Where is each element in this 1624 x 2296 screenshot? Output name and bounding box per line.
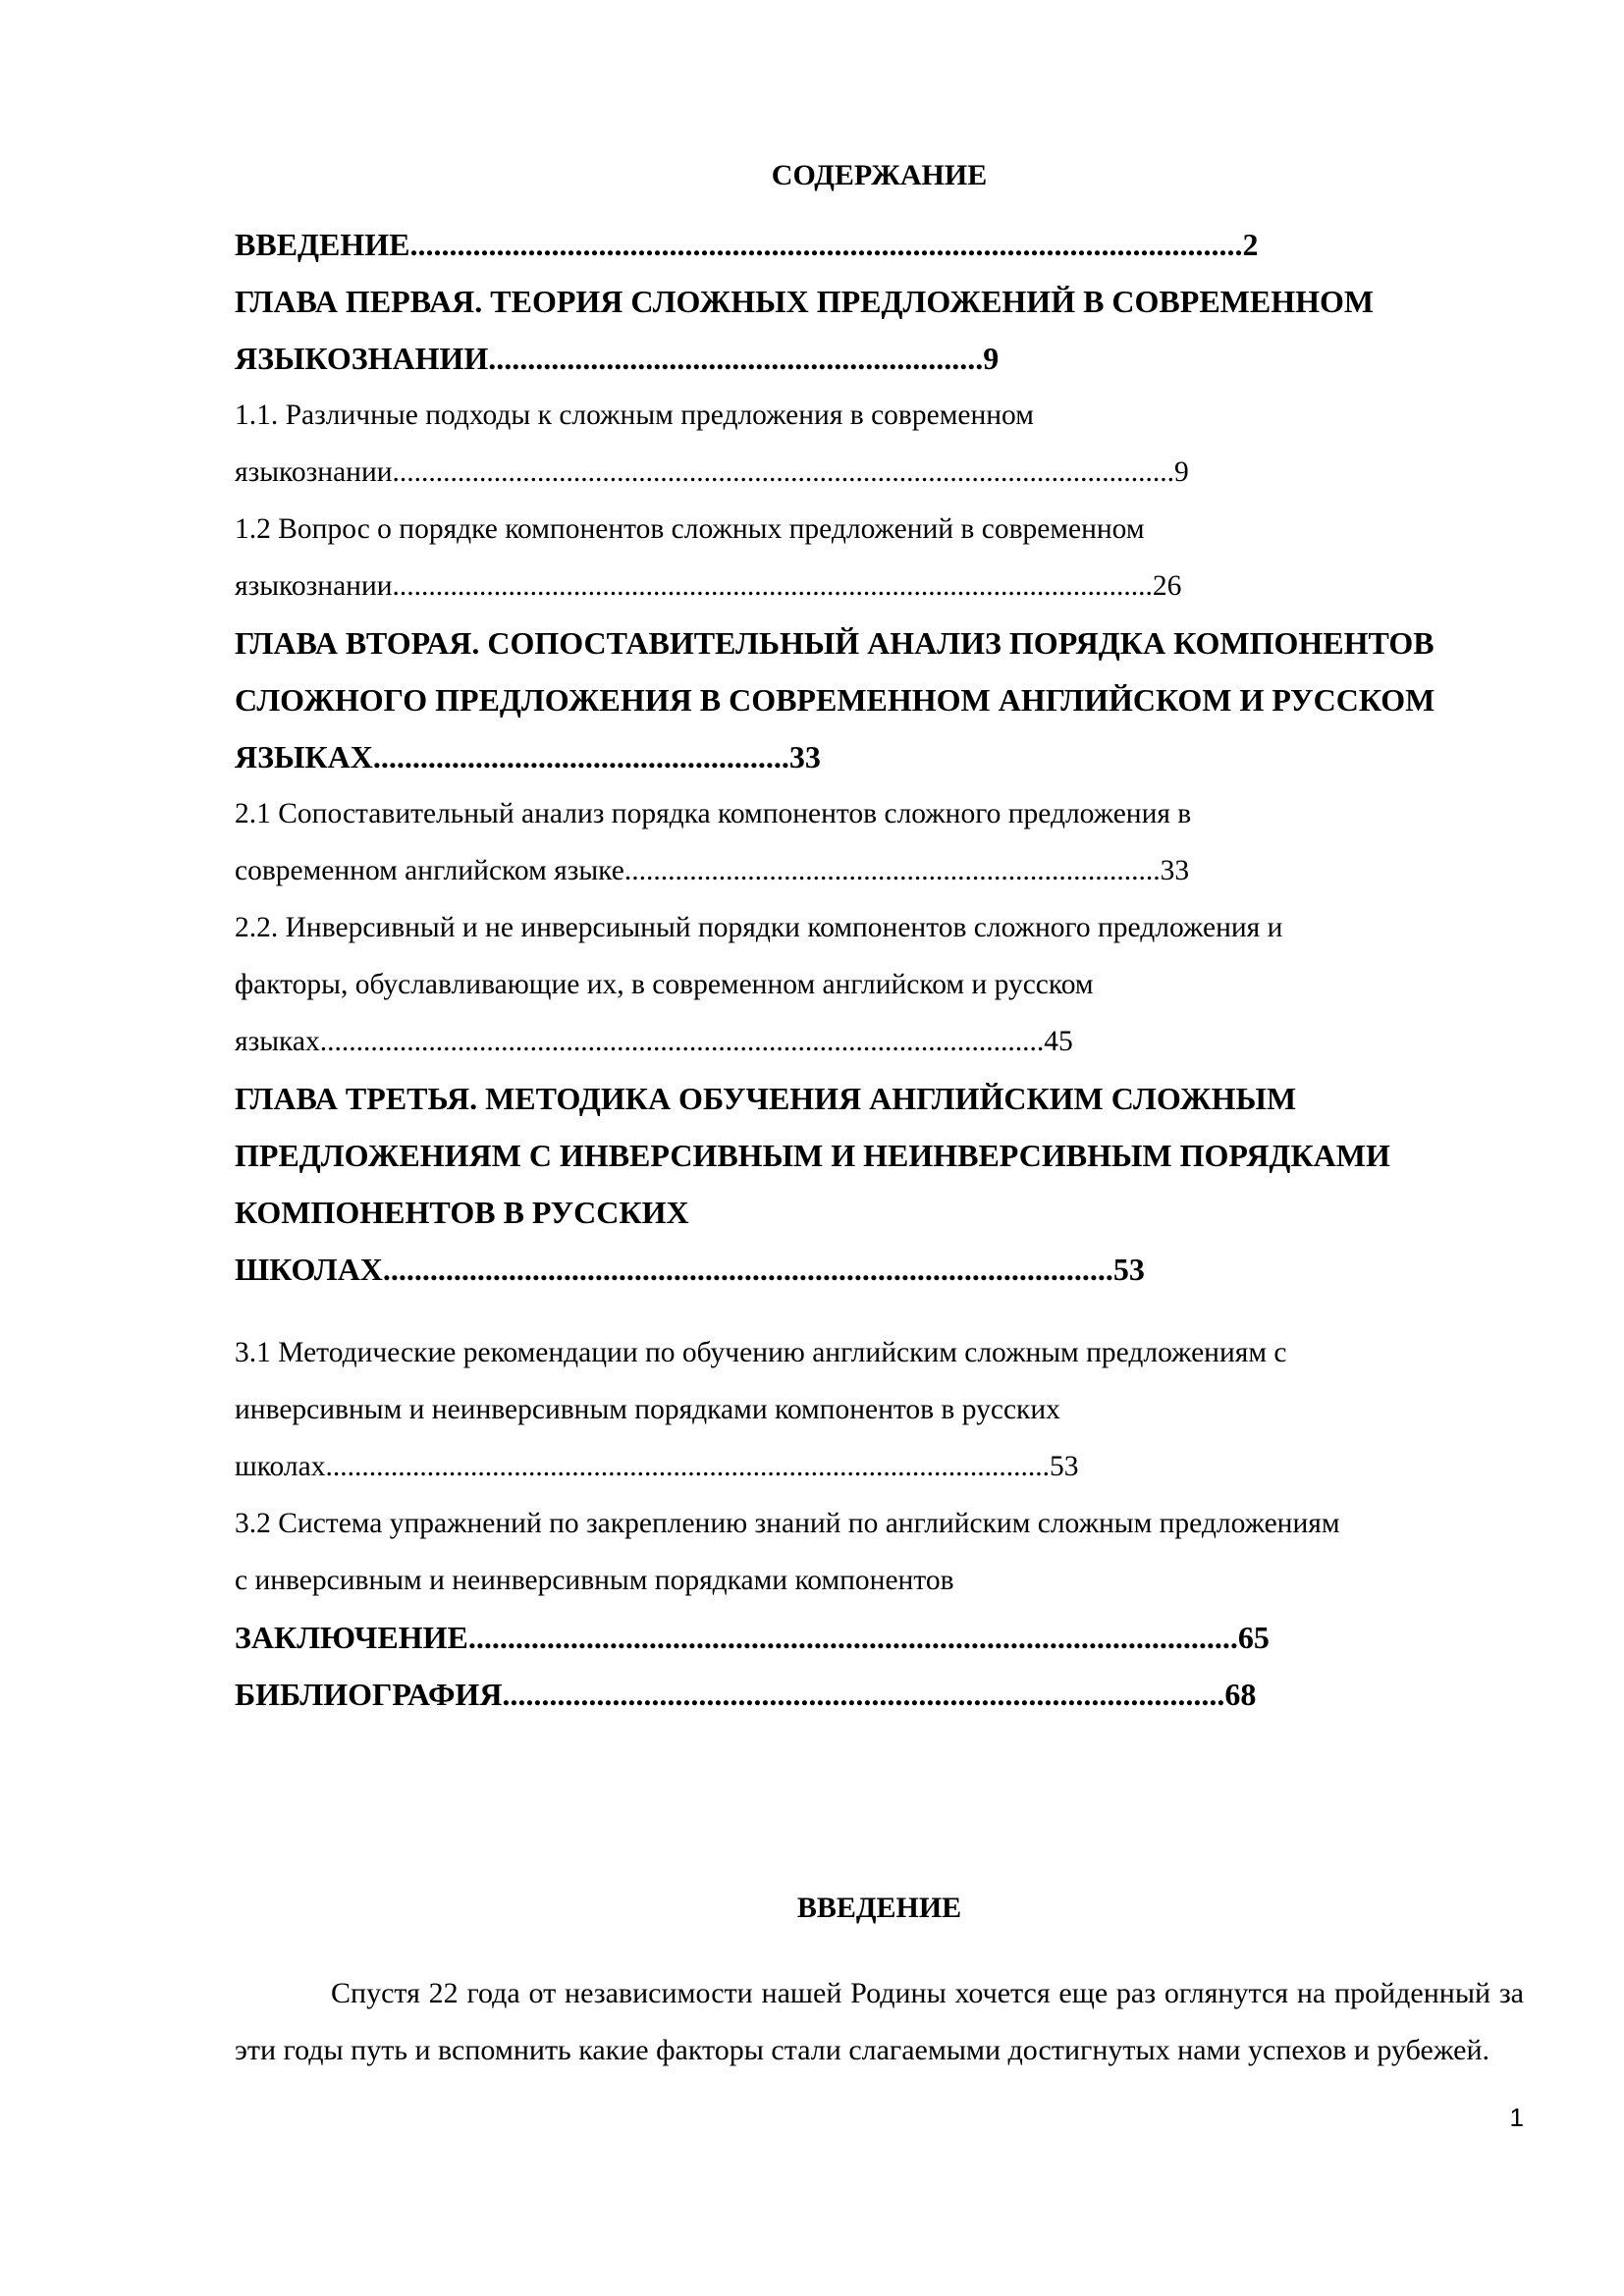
toc-line-25: БИБЛИОГРАФИЯ............................................................................................68 bbox=[235, 1677, 1257, 1712]
intro-title: ВВЕДЕНИЕ bbox=[796, 1892, 962, 1924]
toc-line-2: ЯЗЫКОЗНАНИИ...............................................................9 bbox=[235, 341, 1000, 376]
page-number: 1 bbox=[1509, 2103, 1524, 2132]
toc-line-9: ЯЗЫКАХ.....................................................33 bbox=[235, 739, 821, 774]
toc-line-21: школах....................................................................................................53 bbox=[235, 1451, 1079, 1482]
toc-line-13: факторы, обуславливающие их, в современном английском и русском bbox=[235, 969, 1094, 1000]
toc-line-14: языках....................................................................................................45 bbox=[235, 1026, 1073, 1057]
toc-line-10: 2.1 Сопоставительный анализ порядка компонентов сложного предложения в bbox=[235, 798, 1192, 829]
toc-line-15: ГЛАВА ТРЕТЬЯ. МЕТОДИКА ОБУЧЕНИЯ АНГЛИЙСКИМ СЛОЖНЫМ bbox=[235, 1081, 1297, 1116]
toc-line-19: 3.1 Методические рекомендации по обучению английским сложным предложениям с bbox=[235, 1337, 1287, 1368]
toc-line-8: СЛОЖНОГО ПРЕДЛОЖЕНИЯ В СОВРЕМЕННОМ АНГЛИЙСКОМ И РУССКОМ bbox=[235, 682, 1435, 718]
toc-line-12: 2.2. Инверсивный и не инверсиыный порядки компонентов сложного предложения и bbox=[235, 912, 1283, 943]
intro-body bbox=[235, 1965, 1524, 2079]
toc-line-22: 3.2 Система упражнений по закреплению знаний по английским сложным предложениям bbox=[235, 1508, 1340, 1539]
toc-line-3: 1.1. Различные подходы к сложным предложения в современном bbox=[235, 400, 1034, 431]
toc-line-7: ГЛАВА ВТОРАЯ. СОПОСТАВИТЕЛЬНЫЙ АНАЛИЗ ПОРЯДКА КОМПОНЕНТОВ bbox=[235, 625, 1435, 661]
toc-line-20: инверсивным и неинверсивным порядками компонентов в русских bbox=[235, 1394, 1060, 1425]
toc-line-6: языкознании.........................................................................................................26 bbox=[235, 570, 1182, 602]
toc-line-11: современном английском языке..........................................................................33 bbox=[235, 855, 1190, 886]
toc bbox=[235, 216, 1524, 1723]
toc-title: СОДЕРЖАНИЕ bbox=[771, 159, 988, 191]
toc-line-18: ШКОЛАХ.............................................................................................53 bbox=[235, 1252, 1145, 1287]
toc-line-4: языкознании............................................................................................................9 bbox=[235, 456, 1189, 488]
toc-line-23: с инверсивным и неинверсивным порядками компонентов bbox=[235, 1565, 954, 1596]
toc-line-0: ВВЕДЕНИЕ..........................................................................................................2 bbox=[235, 227, 1259, 262]
toc-line-24: ЗАКЛЮЧЕНИЕ..................................................................................................65 bbox=[235, 1620, 1270, 1655]
toc-line-1: ГЛАВА ПЕРВАЯ. ТЕОРИЯ СЛОЖНЫХ ПРЕДЛОЖЕНИЙ В СОВРЕМЕННОМ bbox=[235, 284, 1375, 319]
toc-line-16: ПРЕДЛОЖЕНИЯМ С ИНВЕРСИВНЫМ И НЕИНВЕРСИВНЫМ ПОРЯДКАМИ bbox=[235, 1138, 1390, 1173]
toc-line-5: 1.2 Вопрос о порядке компонентов сложных предложений в современном bbox=[235, 513, 1145, 545]
intro-paragraph: Спустя 22 года от независимости нашей Родины хочется еще раз оглянутся на пройденный за эти годы путь и вспомнить какие факторы стали слагаемыми достигнутых нами успехов и рубежей. bbox=[235, 1977, 1524, 2066]
toc-line-17: КОМПОНЕНТОВ В РУССКИХ bbox=[235, 1195, 689, 1230]
